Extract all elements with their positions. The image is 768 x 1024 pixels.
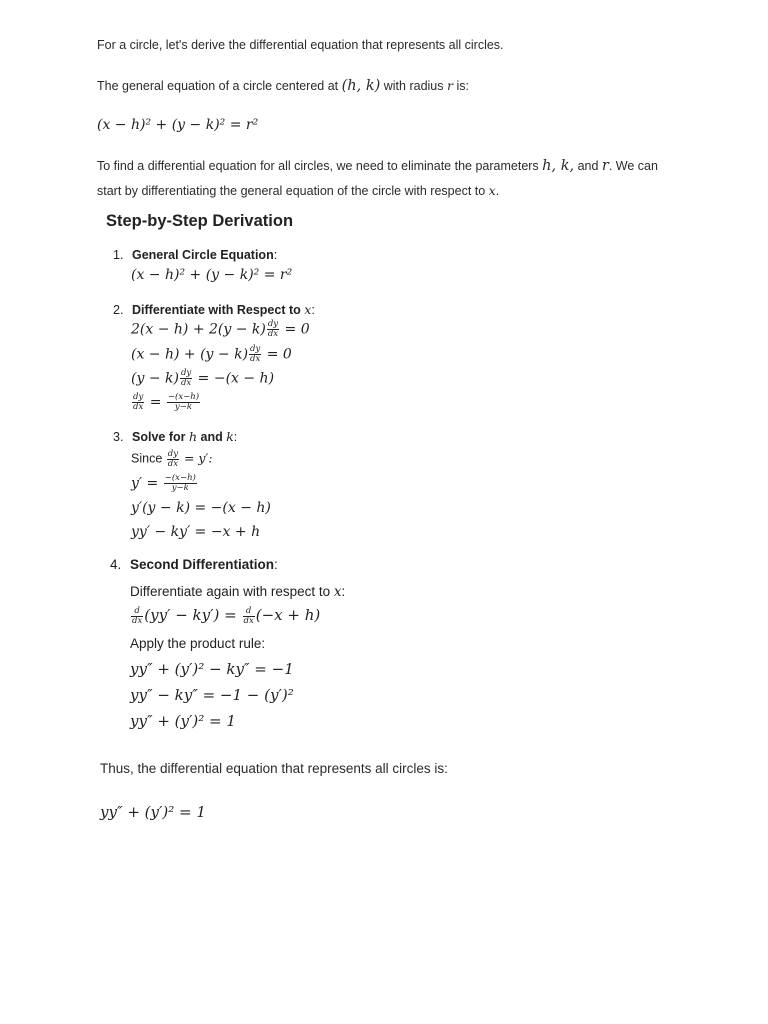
intro-line-2 bbox=[97, 78, 469, 94]
dy-dx-fraction bbox=[267, 320, 279, 339]
step-2-eq-3-left: (y − k) bbox=[131, 370, 179, 387]
intro-text-1: For a circle, let's derive the differential equation that represents all circles. bbox=[97, 38, 504, 52]
step-4-eq-1-left: (yy′ − ky′) = bbox=[144, 606, 242, 624]
fraction-denominator: dx bbox=[243, 615, 254, 626]
step-2-eq-1-right: = 0 bbox=[280, 321, 310, 338]
step-1-number: 1. bbox=[113, 248, 124, 262]
intro-text-3b: and bbox=[574, 159, 602, 173]
step-1-eq-1: (x − h)² + (y − k)² = r² bbox=[131, 267, 293, 283]
intro-text-2b: with radius bbox=[380, 79, 447, 93]
step-3-heading: Solve for bbox=[132, 430, 186, 444]
step-3-number: 3. bbox=[113, 430, 124, 444]
fraction-numerator: d bbox=[243, 607, 255, 617]
fraction-numerator: −(x−h) bbox=[164, 473, 196, 483]
step-4-title bbox=[110, 557, 278, 572]
step-2-eq-3-right: = −(x − h) bbox=[193, 370, 275, 387]
dy-dx-fraction bbox=[132, 393, 144, 412]
intro-line-1 bbox=[97, 38, 504, 52]
step-2-eq-2 bbox=[131, 345, 292, 364]
step-4-text-1a: Differentiate again with respect to bbox=[130, 584, 334, 599]
fraction-denominator: y−k bbox=[171, 482, 189, 493]
step-2-eq-2-left: (x − h) + (y − k) bbox=[131, 346, 249, 363]
step-4-eq-3: yy″ − ky″ = −1 − (y′)² bbox=[130, 686, 294, 704]
step-3-and: and bbox=[197, 430, 227, 444]
since-text: Since bbox=[131, 451, 166, 466]
step-3-colon: : bbox=[233, 430, 238, 444]
general-equation bbox=[97, 117, 258, 133]
intro-line-3 bbox=[97, 158, 658, 174]
param-r-math: r bbox=[601, 158, 609, 174]
fraction-numerator: d bbox=[131, 607, 143, 617]
fraction-denominator: dx bbox=[267, 328, 279, 339]
dy-dx-fraction bbox=[180, 369, 192, 388]
slope-fraction bbox=[167, 393, 200, 412]
intro-text-3a: To find a differential equation for all circles, we need to eliminate the parameters bbox=[97, 159, 543, 173]
x-math: x bbox=[488, 183, 496, 198]
intro-text-4b: . bbox=[495, 184, 500, 198]
step-4-heading: Second Differentiation bbox=[130, 557, 275, 572]
step-4-eq-1 bbox=[130, 606, 320, 625]
radius-math: r bbox=[446, 78, 453, 93]
step-2-eq-3 bbox=[131, 369, 274, 388]
step-4-text-1 bbox=[130, 584, 345, 600]
fraction-numerator: −(x−h) bbox=[167, 392, 200, 402]
general-equation-text: (x − h)² + (y − k)² = r² bbox=[97, 117, 259, 133]
fraction-numerator: dy bbox=[180, 368, 192, 378]
step-2-title bbox=[113, 302, 315, 317]
step-4-eq-4: yy″ + (y′)² = 1 bbox=[130, 712, 236, 730]
center-math: (h, k) bbox=[341, 78, 381, 94]
step-3-eq-1-left: y′ = bbox=[131, 475, 163, 492]
intro-line-4 bbox=[97, 183, 499, 198]
fraction-denominator: dx bbox=[180, 377, 192, 388]
step-3-h: h bbox=[188, 429, 198, 444]
params-math: h, k, bbox=[542, 158, 575, 174]
final-equation: yy″ + (y′)² = 1 bbox=[100, 803, 206, 821]
intro-text-2a: The general equation of a circle centered at bbox=[97, 79, 342, 93]
step-4-x: x bbox=[333, 584, 342, 600]
fraction-denominator: dx bbox=[133, 401, 144, 412]
section-heading: Step-by-Step Derivation bbox=[106, 212, 294, 230]
step-1-heading: General Circle Equation bbox=[132, 248, 274, 262]
step-3-eq-2: y′(y − k) = −(x − h) bbox=[131, 500, 271, 516]
fraction-numerator: dy bbox=[133, 392, 144, 402]
step-3-eq-1 bbox=[131, 474, 198, 493]
dy-dx-fraction bbox=[249, 345, 261, 364]
step-1-colon: : bbox=[273, 248, 278, 262]
d-dx-operator bbox=[243, 607, 255, 626]
fraction-denominator: y−k bbox=[174, 401, 192, 412]
fraction-numerator: dy bbox=[167, 449, 178, 459]
step-2-heading: Differentiate with Respect to bbox=[132, 303, 301, 317]
step-2-colon: : bbox=[311, 303, 315, 317]
fraction-denominator: dx bbox=[250, 353, 261, 364]
step-3-eq-3: yy′ − ky′ = −x + h bbox=[131, 524, 261, 540]
fraction-denominator: dx bbox=[167, 458, 178, 469]
step-2-number: 2. bbox=[113, 303, 124, 317]
d-dx-operator bbox=[131, 607, 143, 626]
fraction-numerator: dy bbox=[267, 319, 279, 329]
step-4-number: 4. bbox=[110, 557, 122, 572]
step-4-text-1b: : bbox=[341, 584, 346, 599]
step-4-text-2: Apply the product rule: bbox=[130, 636, 266, 651]
step-2-eq-4 bbox=[131, 393, 201, 412]
conclusion-text: Thus, the differential equation that represents all circles is: bbox=[100, 761, 448, 776]
step-2-var: x bbox=[304, 302, 312, 317]
intro-text-2c: is: bbox=[452, 79, 469, 93]
step-4-eq-1-right: (−x + h) bbox=[255, 606, 321, 624]
step-4-eq-2: yy″ + (y′)² − ky″ = −1 bbox=[130, 660, 294, 678]
step-2-eq-2-right: = 0 bbox=[262, 346, 292, 363]
step-1-title bbox=[113, 248, 277, 262]
intro-text-3c: . We can bbox=[608, 159, 658, 173]
step-3-since bbox=[131, 450, 213, 469]
step-2-eq-4-equals: = bbox=[145, 394, 166, 411]
fraction-numerator: dy bbox=[250, 344, 261, 354]
since-equation: = y′: bbox=[180, 450, 213, 466]
dy-dx-fraction bbox=[167, 450, 179, 469]
fraction-denominator: dx bbox=[132, 615, 143, 626]
intro-text-4a: start by differentiating the general equation of the circle with respect to bbox=[97, 184, 489, 198]
step-2-eq-1-left: 2(x − h) + 2(y − k) bbox=[131, 321, 266, 338]
slope-fraction bbox=[164, 474, 197, 493]
step-4-colon: : bbox=[274, 557, 278, 572]
step-2-eq-1 bbox=[131, 320, 310, 339]
step-3-k: k bbox=[226, 429, 234, 444]
step-3-title bbox=[113, 429, 237, 444]
